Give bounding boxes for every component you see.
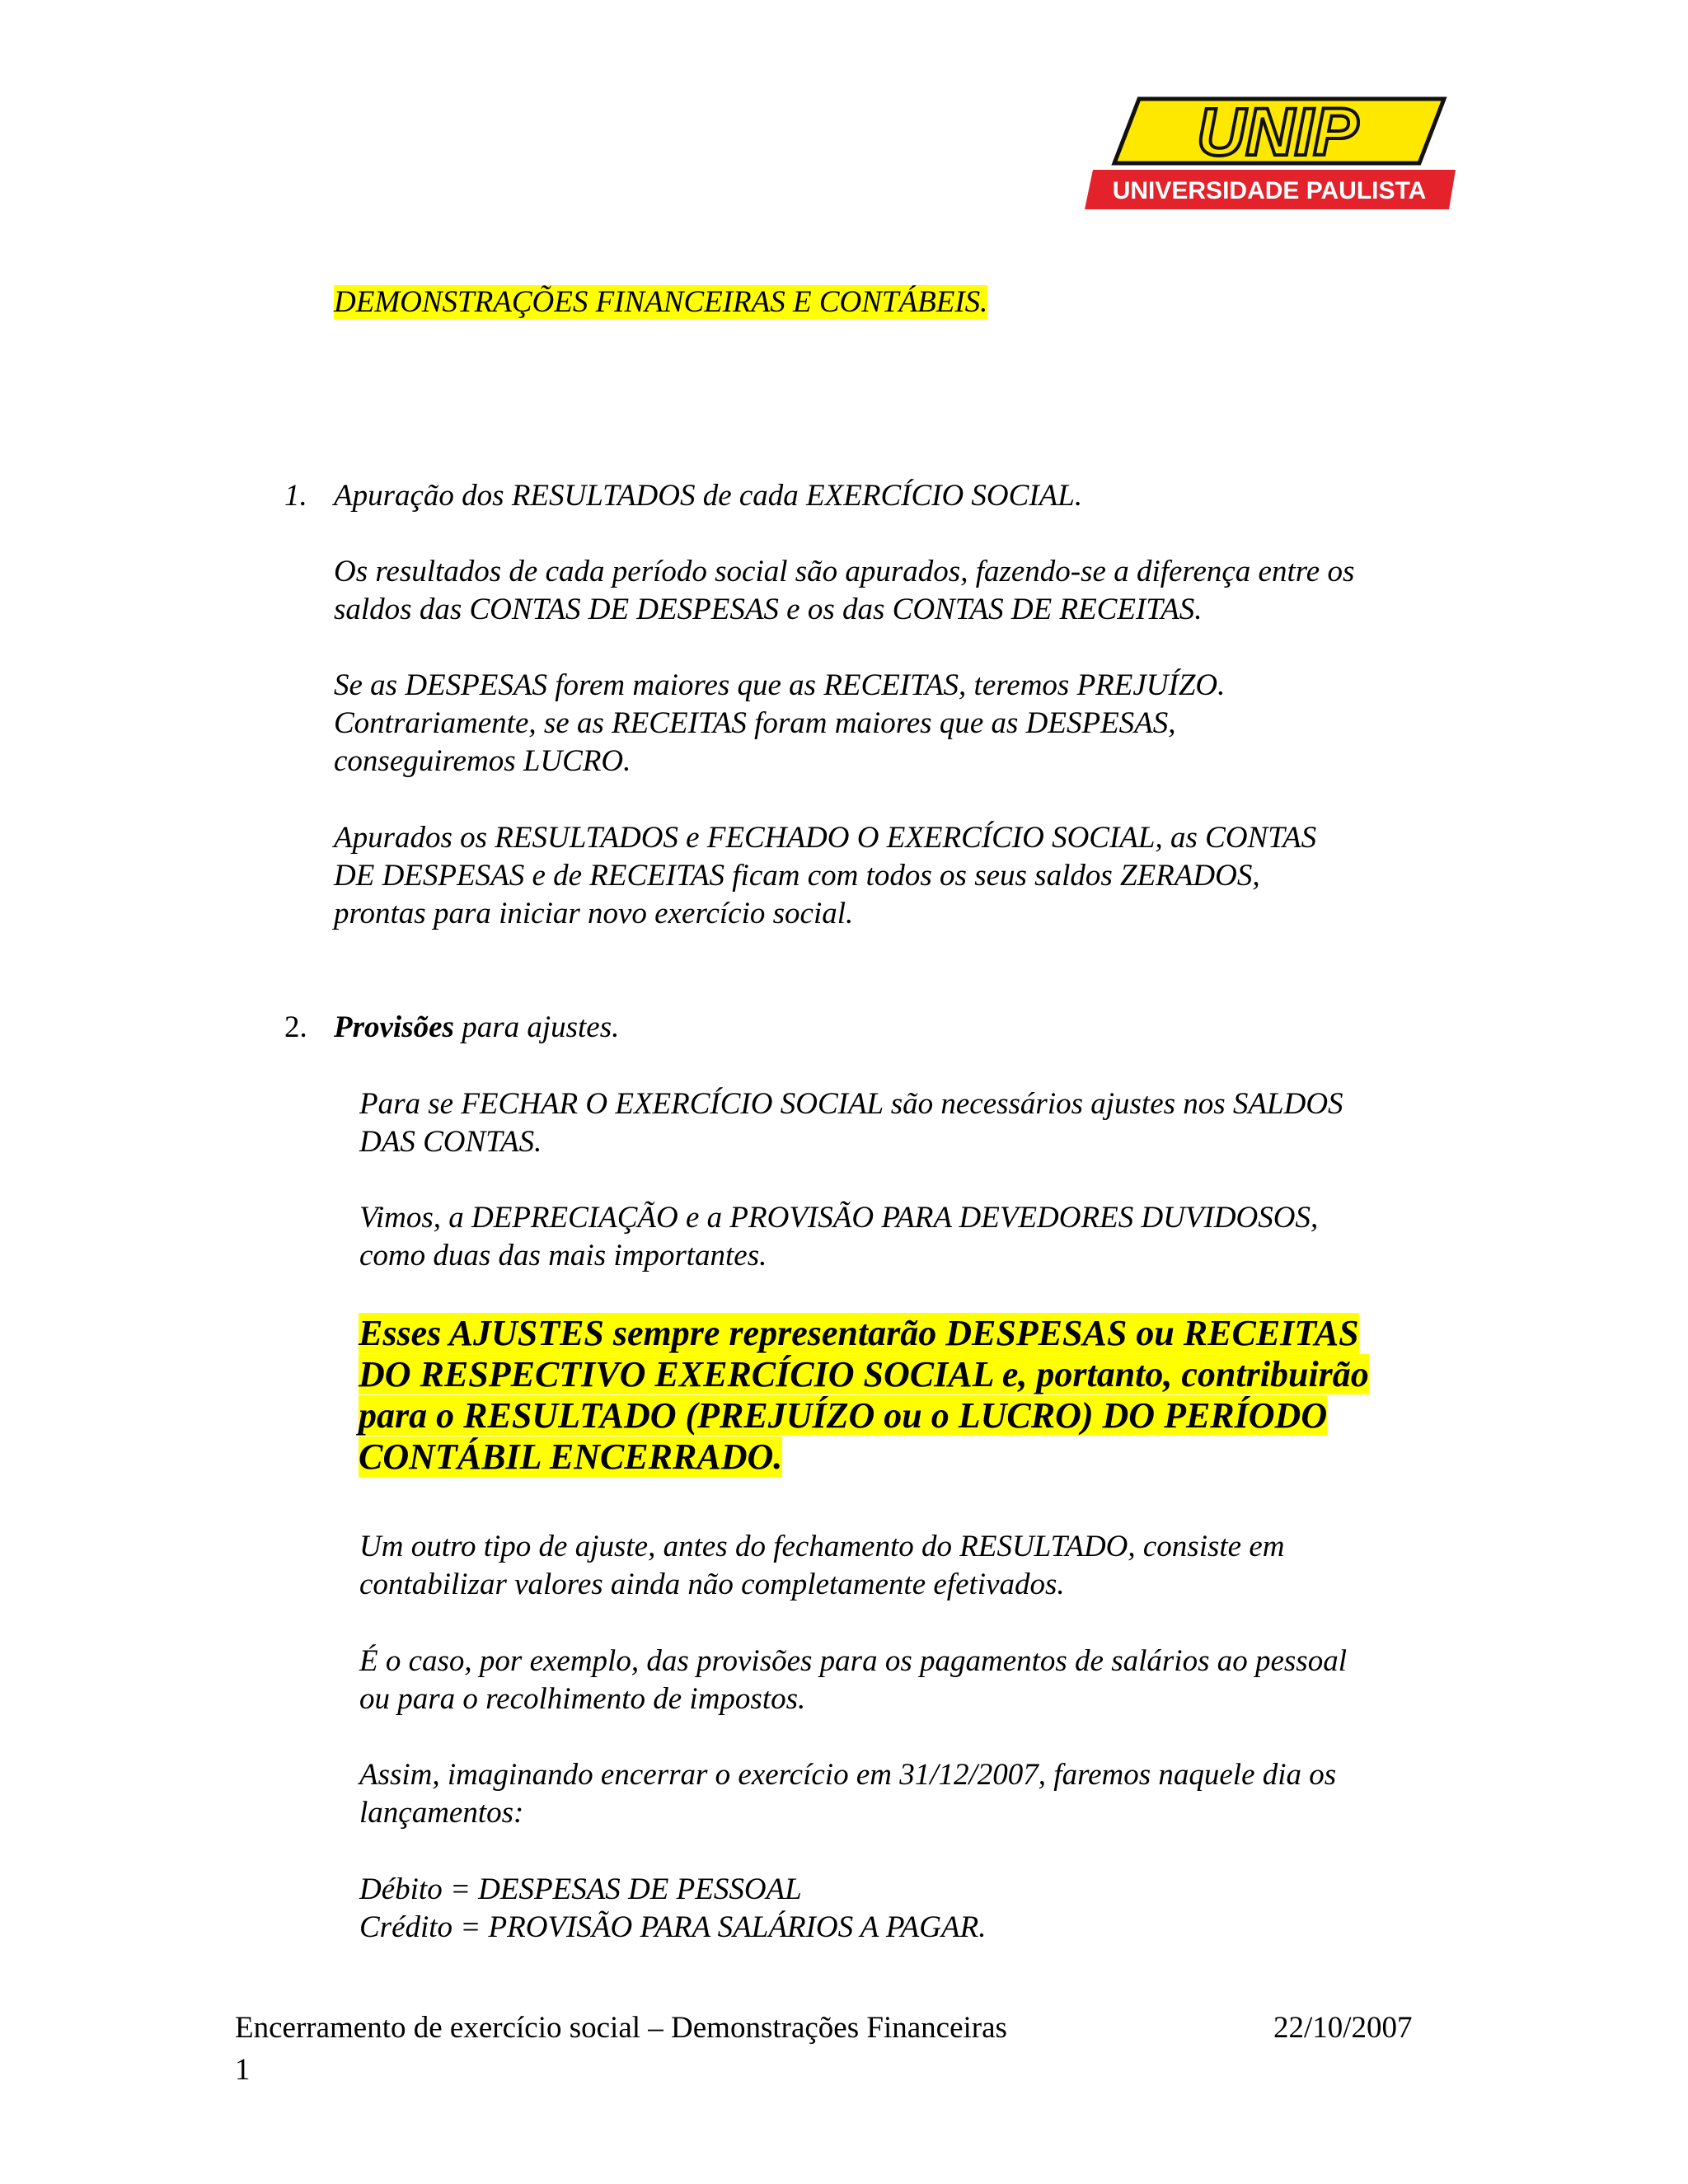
- emphasis-line: CONTÁBIL ENCERRADO.: [359, 1436, 783, 1477]
- footer-date: 22/10/2007: [1273, 2011, 1413, 2045]
- text-line: Um outro tipo de ajuste, antes do fechamento do RESULTADO, consiste em: [359, 1530, 1285, 1563]
- text-line: contabilizar valores ainda não completamente efetivados.: [359, 1568, 1065, 1601]
- text-line: Os resultados de cada período social são apurados, fazendo-se a diferença entre os: [334, 555, 1355, 588]
- footer-text: Encerramento de exercício social – Demonstrações Financeiras: [235, 2011, 1007, 2045]
- emphasis-line: Esses AJUSTES sempre representarão DESPESAS ou RECEITAS: [359, 1313, 1359, 1353]
- unip-logo: [1081, 92, 1456, 209]
- text-line: ou para o recolhimento de impostos.: [359, 1682, 806, 1716]
- text-line: Assim, imaginando encerrar o exercício em 31/12/2007, faremos naquele dia os: [359, 1758, 1337, 1792]
- highlighted-emphasis-paragraph: [359, 1313, 1369, 1478]
- text-line: Contrariamente, se as RECEITAS foram maiores que as DESPESAS,: [334, 706, 1176, 740]
- text-line: Vimos, a DEPRECIAÇÃO e a PROVISÃO PARA DEVEDORES DUVIDOSOS,: [359, 1201, 1319, 1235]
- text-line: Apurados os RESULTADOS e FECHADO O EXERCÍCIO SOCIAL, as CONTAS: [334, 821, 1317, 855]
- logo-wordmark: [1114, 95, 1444, 170]
- text-line: prontas para iniciar novo exercício social.: [334, 897, 854, 930]
- logo-subtitle: UNIVERSIDADE PAULISTA: [1112, 177, 1427, 204]
- text-line: Crédito = PROVISÃO PARA SALÁRIOS A PAGAR.: [359, 1910, 987, 1944]
- section-2-heading: [334, 1008, 619, 1047]
- text-line: Se as DESPESAS forem maiores que as RECEITAS, teremos PREJUÍZO.: [334, 668, 1226, 702]
- section-1-heading: Apuração dos RESULTADOS de cada EXERCÍCIO SOCIAL.: [334, 479, 1083, 513]
- text-line: lançamentos:: [359, 1796, 524, 1830]
- logo-brand-text: UNIP: [1197, 95, 1358, 170]
- section-1-number: 1.: [284, 479, 307, 513]
- text-line: Débito = DESPESAS DE PESSOAL: [359, 1872, 802, 1906]
- page-number: 1: [235, 2053, 251, 2087]
- text-line: conseguiremos LUCRO.: [334, 744, 631, 778]
- text-line: Para se FECHAR O EXERCÍCIO SOCIAL são necessários ajustes nos SALDOS: [359, 1087, 1343, 1121]
- text-line: É o caso, por exemplo, das provisões para os pagamentos de salários ao pessoal: [359, 1644, 1347, 1678]
- text-line: saldos das CONTAS DE DESPESAS e os das CONTAS DE RECEITAS.: [334, 593, 1203, 626]
- text-line: como duas das mais importantes.: [359, 1239, 767, 1272]
- text-line: DAS CONTAS.: [359, 1125, 542, 1159]
- section-2-number: 2.: [284, 1010, 307, 1044]
- emphasis-line: para o RESULTADO (PREJUÍZO ou o LUCRO) DO PERÍODO: [359, 1395, 1328, 1436]
- emphasis-line: DO RESPECTIVO EXERCÍCIO SOCIAL e, portanto, contribuirão: [359, 1354, 1369, 1394]
- text-line: DE DESPESAS e de RECEITAS ficam com todos os seus saldos ZERADOS,: [334, 859, 1260, 893]
- section-2-heading-bold: Provisões: [334, 1010, 454, 1044]
- document-title: DEMONSTRAÇÕES FINANCEIRAS E CONTÁBEIS.: [334, 285, 988, 319]
- section-2-heading-rest: para ajustes.: [453, 1010, 620, 1044]
